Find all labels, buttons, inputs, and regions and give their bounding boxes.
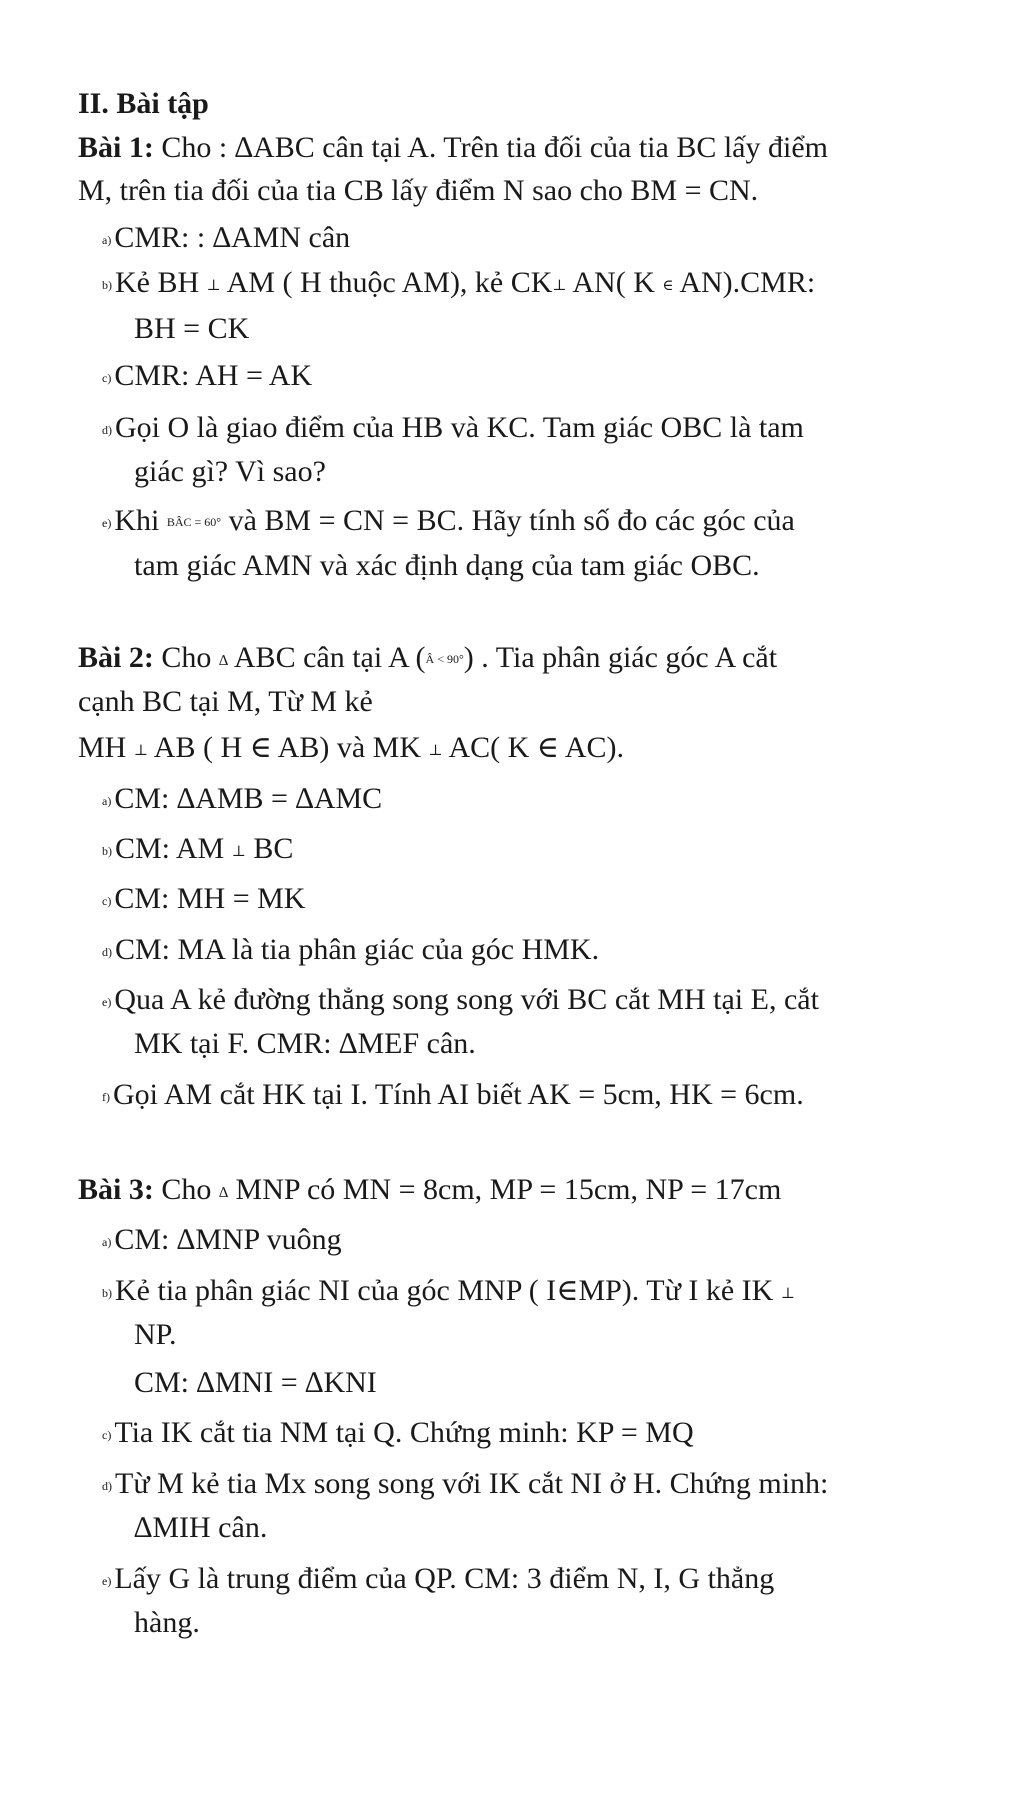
item-label: e) bbox=[102, 1574, 112, 1588]
bai2-item-f: f) Gọi AM cắt HK tại I. Tính AI biết AK = 5cm, HK = 6cm. bbox=[102, 1078, 804, 1111]
bai2-heading: Bài 2: bbox=[78, 641, 154, 674]
section-title: II. Bài tập bbox=[78, 87, 209, 120]
item-label: d) bbox=[102, 423, 112, 437]
bai3-item-b-line2: NP. bbox=[134, 1318, 177, 1351]
item-label: b) bbox=[102, 1286, 112, 1300]
bai2-item-b: b) CM: AM ⊥ BC bbox=[102, 832, 294, 865]
bai3-item-c: c) Tia IK cắt tia NM tại Q. Chứng minh: KP = MQ bbox=[102, 1416, 694, 1449]
item-label: e) bbox=[102, 516, 112, 530]
bai1-item-b-line2: BH = CK bbox=[134, 312, 250, 345]
item-label: b) bbox=[102, 278, 112, 292]
item-label: d) bbox=[102, 945, 112, 959]
bai3-item-a: a) CM: ∆MNP vuông bbox=[102, 1223, 342, 1256]
bai1-item-d-line2: giác gì? Vì sao? bbox=[134, 455, 326, 488]
bai2-intro-line1: Bài 2: Cho ∆ ABC cân tại A (Â < 90°) . Tia phân giác góc A cắt bbox=[78, 641, 778, 674]
item-label: a) bbox=[102, 794, 112, 808]
bai2-item-a: a) CM: ∆AMB = ∆AMC bbox=[102, 782, 383, 815]
angle-bac-60: BÂC = 60° bbox=[166, 515, 222, 529]
bai3-item-e-line2: hàng. bbox=[134, 1606, 200, 1639]
bai1-item-a: a) CMR: : ∆AMN cân bbox=[102, 221, 351, 254]
bai1-item-d: d) Gọi O là giao điểm của HB và KC. Tam giác OBC là tam bbox=[102, 411, 804, 444]
bai3-intro-line1: Bài 3: Cho ∆ MNP có MN = 8cm, MP = 15cm, NP = 17cm bbox=[78, 1173, 782, 1206]
bai1-heading: Bài 1: bbox=[78, 131, 154, 164]
bai1-item-b: b) Kẻ BH ⊥ AM ( H thuộc AM), kẻ CK⊥ AN( K ∈ AN).CMR: bbox=[102, 266, 816, 299]
triangle-symbol: ∆ bbox=[218, 653, 229, 669]
bai3-item-b: b) Kẻ tia phân giác NI của góc MNP ( I∈MP). Từ I kẻ IK ⊥ bbox=[102, 1274, 795, 1307]
item-label: c) bbox=[102, 1428, 112, 1442]
bai3-item-d-line2: ∆MIH cân. bbox=[134, 1511, 268, 1544]
bai3-heading: Bài 3: bbox=[78, 1173, 154, 1206]
item-label: d) bbox=[102, 1479, 112, 1493]
item-label: a) bbox=[102, 233, 112, 247]
angle-a-less-90: Â < 90° bbox=[425, 652, 464, 666]
bai2-intro-line2: cạnh BC tại M, Từ M kẻ bbox=[78, 685, 373, 718]
bai2-item-d: d) CM: MA là tia phân giác của góc HMK. bbox=[102, 933, 600, 966]
bai2-item-e-line2: MK tại F. CMR: ∆MEF cân. bbox=[134, 1027, 476, 1060]
bai1-intro-line1: Bài 1: Cho : ∆ABC cân tại A. Trên tia đối của tia BC lấy điểm bbox=[78, 131, 828, 164]
triangle-symbol: ∆ bbox=[218, 1185, 229, 1201]
bai1-intro-line2: M, trên tia đối của tia CB lấy điểm N sao cho BM = CN. bbox=[78, 174, 759, 207]
item-label: b) bbox=[102, 844, 112, 858]
item-label: c) bbox=[102, 894, 112, 908]
item-label: a) bbox=[102, 1235, 112, 1249]
bai2-item-c: c) CM: MH = MK bbox=[102, 882, 306, 915]
item-label: f) bbox=[102, 1090, 110, 1104]
bai3-item-b-line3: CM: ∆MNI = ∆KNI bbox=[134, 1366, 377, 1399]
item-label: e) bbox=[102, 995, 112, 1009]
bai2-item-e: e) Qua A kẻ đường thẳng song song với BC cắt MH tại E, cắt bbox=[102, 983, 819, 1016]
bai3-item-d: d) Từ M kẻ tia Mx song song với IK cắt NI ở H. Chứng minh: bbox=[102, 1467, 829, 1500]
bai1-item-e: e) Khi BÂC = 60° và BM = CN = BC. Hãy tính số đo các góc của bbox=[102, 504, 795, 537]
bai2-intro-line3: MH ⊥ AB ( H ∈ AB) và MK ⊥ AC( K ∈ AC). bbox=[78, 731, 625, 764]
bai1-item-e-line2: tam giác AMN và xác định dạng của tam giác OBC. bbox=[134, 549, 760, 582]
item-label: c) bbox=[102, 371, 112, 385]
bai1-item-c: c) CMR: AH = AK bbox=[102, 359, 313, 392]
bai3-item-e: e) Lấy G là trung điểm của QP. CM: 3 điểm N, I, G thẳng bbox=[102, 1562, 775, 1595]
